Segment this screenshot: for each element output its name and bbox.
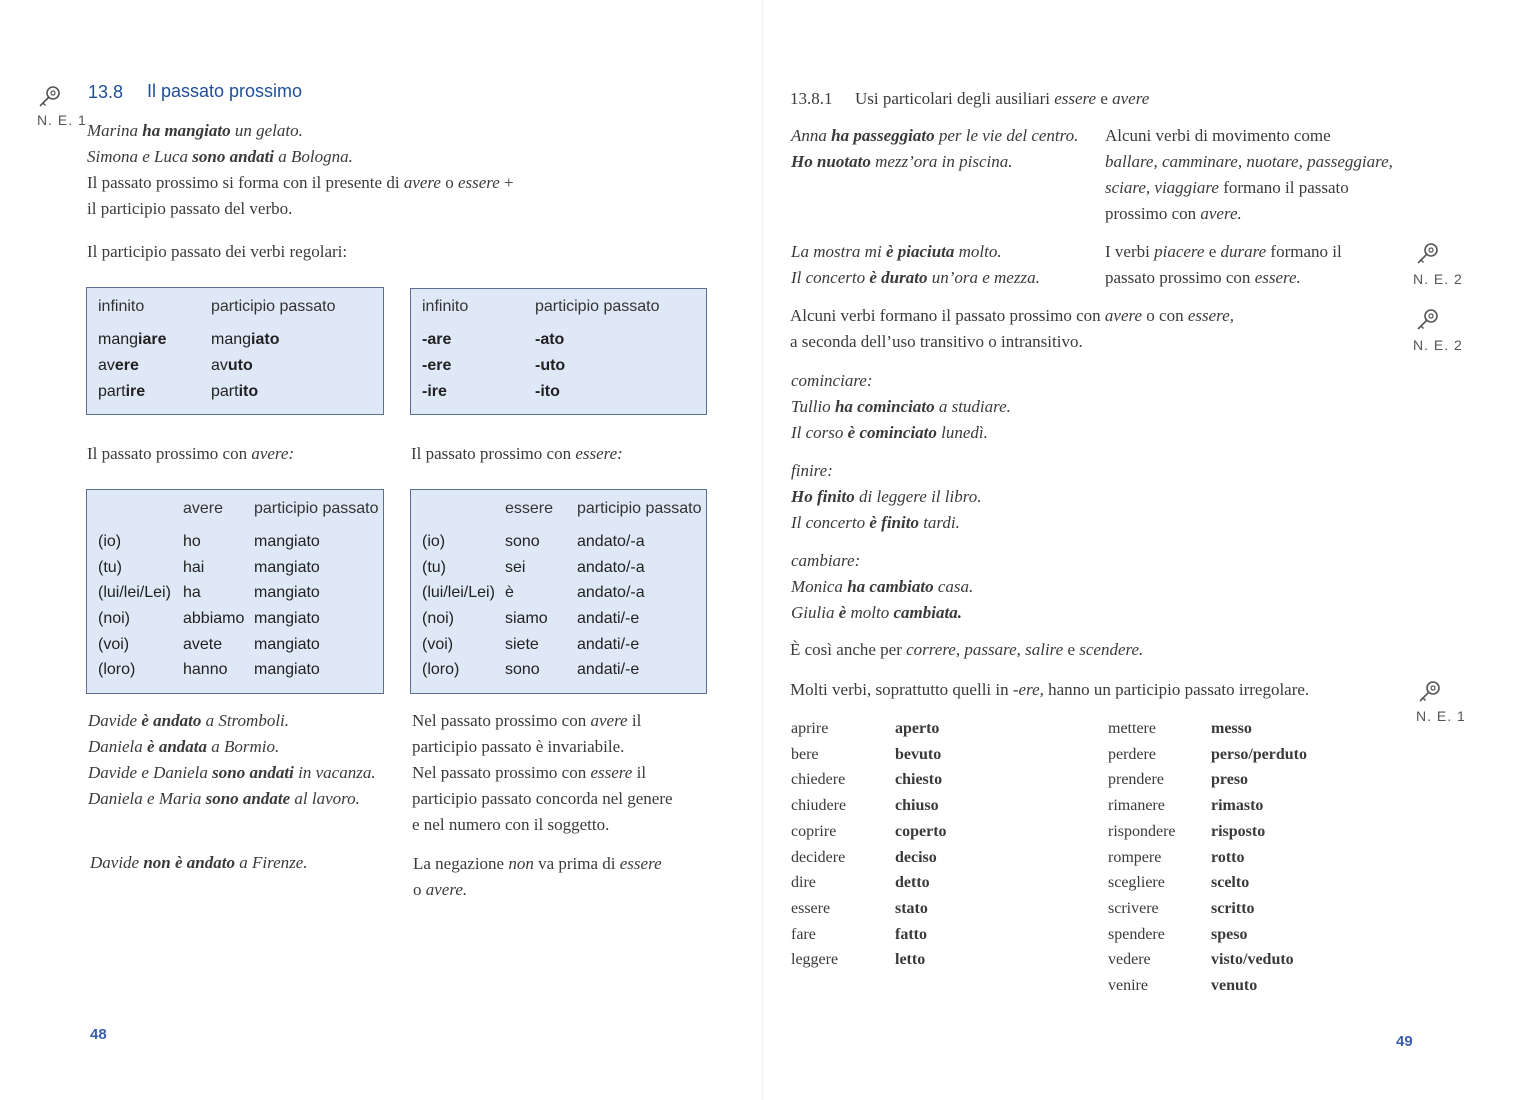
table-cell: ha bbox=[183, 584, 201, 601]
list-item: deciso bbox=[895, 848, 937, 866]
cominciare-block: cominciare: Tullio ha cominciato a studiare. Il corso è cominciato lunedì. bbox=[791, 371, 1011, 442]
table-cell: è bbox=[505, 584, 514, 601]
table-cell: (lui/lei/Lei) bbox=[422, 584, 495, 601]
page-gutter bbox=[762, 0, 763, 1100]
table-cell: avuto bbox=[211, 357, 253, 374]
example-line: Daniela è andata a Bormio. bbox=[88, 737, 280, 756]
irregular-participles-left bbox=[895, 716, 947, 973]
list-item: chiudere bbox=[791, 797, 847, 815]
essere-caption: Il passato prossimo con essere: bbox=[411, 444, 623, 463]
list-item: prendere bbox=[1108, 771, 1164, 789]
movement-examples: Anna ha passeggiato per le vie del centro. Ho nuotato mezz’ora in piscina. bbox=[791, 126, 1079, 171]
list-item: aperto bbox=[895, 720, 940, 737]
subsection-number: 13.8.1 bbox=[790, 89, 833, 108]
list-item: decidere bbox=[791, 848, 846, 866]
list-item: scrivere bbox=[1108, 899, 1159, 917]
page-number: 49 bbox=[1396, 1033, 1413, 1050]
table-header: participio passato bbox=[211, 298, 336, 315]
section-title: Il passato prossimo bbox=[147, 81, 303, 101]
subsection-heading bbox=[790, 86, 1149, 112]
table-cell: sono bbox=[505, 661, 540, 678]
list-item: rimasto bbox=[1211, 797, 1264, 815]
list-item: messo bbox=[1211, 720, 1252, 737]
table-cell: ho bbox=[183, 533, 201, 550]
table-cell: mangiato bbox=[254, 661, 320, 678]
ne-label: N. E. 1 bbox=[1416, 708, 1466, 724]
table-header: avere bbox=[183, 500, 224, 517]
list-item: fare bbox=[791, 925, 816, 943]
avere-conjugation-table bbox=[86, 489, 384, 694]
table-cell: (voi) bbox=[98, 636, 130, 653]
intro-example-2: Simona e Luca sono andati a Bologna. bbox=[87, 147, 353, 166]
regular-intro: Il participio passato dei verbi regolari: bbox=[87, 242, 348, 261]
agreement-rule: Nel passato prossimo con avere il participio passato è invariabile. Nel passato prossimo con essere il participio passato concorda nel genere e nel numero con il soggetto. bbox=[412, 711, 673, 834]
ne-label: N. E. 2 bbox=[1413, 271, 1463, 287]
table-cell: mangiato bbox=[211, 331, 280, 348]
list-item: chiesto bbox=[895, 771, 943, 789]
table-cell: andato/-a bbox=[577, 584, 645, 601]
table-cell: partire bbox=[98, 383, 146, 400]
list-item: coprire bbox=[791, 822, 837, 840]
example-line: Davide e Daniela sono andati in vacanza. bbox=[88, 763, 376, 782]
table-cell: hai bbox=[183, 559, 205, 576]
list-item: risposto bbox=[1211, 822, 1266, 840]
table-cell: mangiato bbox=[254, 584, 320, 601]
list-item: chiuso bbox=[895, 797, 939, 815]
table-cell: avere bbox=[98, 357, 139, 374]
list-item: leggere bbox=[791, 951, 839, 969]
list-item: scritto bbox=[1211, 899, 1255, 917]
piacere-rule: I verbi piacere e durare formano il passato prossimo con essere. bbox=[1105, 242, 1342, 287]
table-cell: siamo bbox=[505, 610, 548, 627]
table-cell: -are bbox=[422, 331, 452, 348]
magnifier-key-icon bbox=[1415, 241, 1441, 267]
table-cell: -ere bbox=[422, 357, 452, 374]
finire-block: finire: Ho finito di leggere il libro. Il concerto è finito tardi. bbox=[791, 461, 982, 532]
table-cell: (io) bbox=[422, 533, 446, 550]
table-header: infinito bbox=[422, 298, 469, 315]
list-item: venuto bbox=[1211, 977, 1258, 995]
movement-rule: Alcuni verbi di movimento come ballare, camminare, nuotare, passeggiare, sciare, viaggiare formano il passato prossimo con avere. bbox=[1105, 126, 1393, 223]
irregular-participles-right bbox=[1211, 716, 1307, 999]
table-header: essere bbox=[505, 500, 554, 517]
table-cell: (voi) bbox=[422, 636, 454, 653]
table-cell: andati/-e bbox=[577, 610, 640, 627]
table-cell: (noi) bbox=[98, 610, 131, 627]
table-cell: partito bbox=[211, 383, 259, 400]
list-item: rimanere bbox=[1108, 797, 1165, 815]
intro-example-1: Marina ha mangiato un gelato. bbox=[87, 121, 303, 140]
irregular-infinitives-right bbox=[1108, 716, 1176, 999]
table-header: infinito bbox=[98, 298, 145, 315]
intro-block bbox=[87, 118, 514, 222]
negation-example: Davide non è andato a Firenze. bbox=[90, 853, 308, 872]
list-item: chiedere bbox=[791, 771, 846, 789]
list-item: bevuto bbox=[895, 745, 942, 763]
section-number: 13.8 bbox=[88, 82, 124, 102]
table-cell: (io) bbox=[98, 533, 122, 550]
list-item: venire bbox=[1108, 977, 1148, 995]
example-line: Davide è andato a Stromboli. bbox=[88, 711, 290, 730]
table-cell: andati/-e bbox=[577, 661, 640, 678]
table-cell: -ito bbox=[535, 383, 560, 400]
table-cell: (loro) bbox=[422, 661, 460, 678]
list-item: rompere bbox=[1108, 848, 1162, 866]
endings-table bbox=[410, 288, 707, 415]
irregular-infinitives-left bbox=[791, 716, 846, 973]
table-cell: (tu) bbox=[98, 559, 122, 576]
example-line: Daniela e Maria sono andate al lavoro. bbox=[88, 789, 360, 808]
table-cell: (noi) bbox=[422, 610, 455, 627]
list-item: fatto bbox=[895, 925, 927, 943]
list-item: coperto bbox=[895, 822, 947, 840]
table-cell: abbiamo bbox=[183, 610, 245, 627]
page-number: 48 bbox=[90, 1026, 107, 1043]
ne-label: N. E. 1 bbox=[37, 112, 87, 128]
list-item: perdere bbox=[1108, 745, 1156, 763]
table-header: participio passato bbox=[254, 500, 379, 517]
table-cell: andati/-e bbox=[577, 636, 640, 653]
list-item: mettere bbox=[1108, 720, 1156, 737]
magnifier-key-icon bbox=[1415, 307, 1441, 333]
list-item: aprire bbox=[791, 720, 829, 737]
table-cell: sei bbox=[505, 559, 526, 576]
table-cell: (tu) bbox=[422, 559, 446, 576]
regular-verbs-table bbox=[86, 287, 384, 415]
cambiare-block: cambiare: Monica ha cambiato casa. Giulia è molto cambiata. bbox=[791, 551, 974, 622]
table-cell: -ire bbox=[422, 383, 447, 400]
list-item: detto bbox=[895, 874, 930, 892]
list-item: bere bbox=[791, 745, 819, 763]
table-header: participio passato bbox=[577, 500, 702, 517]
list-item: spendere bbox=[1108, 925, 1165, 943]
list-item: scegliere bbox=[1108, 874, 1165, 892]
essere-conjugation-table bbox=[410, 489, 707, 694]
table-cell: mangiato bbox=[254, 636, 320, 653]
list-item: preso bbox=[1211, 771, 1249, 789]
subsection-title: Usi particolari degli ausiliari essere e avere bbox=[855, 89, 1150, 108]
intro-rule-1: Il passato prossimo si forma con il presente di avere o essere + bbox=[87, 173, 514, 192]
table-cell: andato/-a bbox=[577, 559, 645, 576]
list-item: essere bbox=[791, 899, 831, 917]
list-item: rispondere bbox=[1108, 822, 1176, 840]
table-cell: avete bbox=[183, 636, 223, 653]
table-cell: mangiare bbox=[98, 331, 167, 348]
avere-caption: Il passato prossimo con avere: bbox=[87, 444, 295, 463]
list-item: scelto bbox=[1211, 874, 1250, 892]
also-line: È così anche per correre, passare, salire e scendere. bbox=[790, 640, 1144, 659]
table-cell: sono bbox=[505, 533, 540, 550]
ne-label: N. E. 2 bbox=[1413, 337, 1463, 353]
table-cell: (lui/lei/Lei) bbox=[98, 584, 171, 601]
list-item: speso bbox=[1211, 925, 1248, 943]
table-cell: -ato bbox=[535, 331, 565, 348]
intro-rule-2: il participio passato del verbo. bbox=[87, 199, 293, 218]
table-cell: (loro) bbox=[98, 661, 136, 678]
magnifier-key-icon bbox=[37, 84, 63, 110]
table-cell: mangiato bbox=[254, 559, 320, 576]
table-cell: -uto bbox=[535, 357, 566, 374]
list-item: perso/perduto bbox=[1211, 745, 1307, 763]
list-item: letto bbox=[895, 951, 926, 969]
list-item: dire bbox=[791, 874, 816, 892]
table-header: participio passato bbox=[535, 298, 660, 315]
table-cell: mangiato bbox=[254, 533, 320, 550]
piacere-examples: La mostra mi è piaciuta molto. Il concerto è durato un’ora e mezza. bbox=[791, 242, 1040, 287]
negation-rule: La negazione non va prima di essere o avere. bbox=[413, 854, 662, 899]
irregular-intro: Molti verbi, soprattutto quelli in -ere, hanno un participio passato irregolare. bbox=[790, 680, 1310, 699]
table-cell: hanno bbox=[183, 661, 228, 678]
both-auxiliaries-rule: Alcuni verbi formano il passato prossimo con avere o con essere, a seconda dell’uso transitivo o intransitivo. bbox=[790, 306, 1234, 351]
list-item: vedere bbox=[1108, 951, 1151, 969]
list-item: stato bbox=[895, 899, 928, 917]
list-item: rotto bbox=[1211, 848, 1245, 866]
agreement-examples bbox=[88, 708, 376, 812]
table-cell: siete bbox=[505, 636, 539, 653]
table-cell: mangiato bbox=[254, 610, 320, 627]
list-item: visto/veduto bbox=[1211, 951, 1294, 969]
table-cell: andato/-a bbox=[577, 533, 645, 550]
magnifier-key-icon bbox=[1417, 679, 1443, 705]
